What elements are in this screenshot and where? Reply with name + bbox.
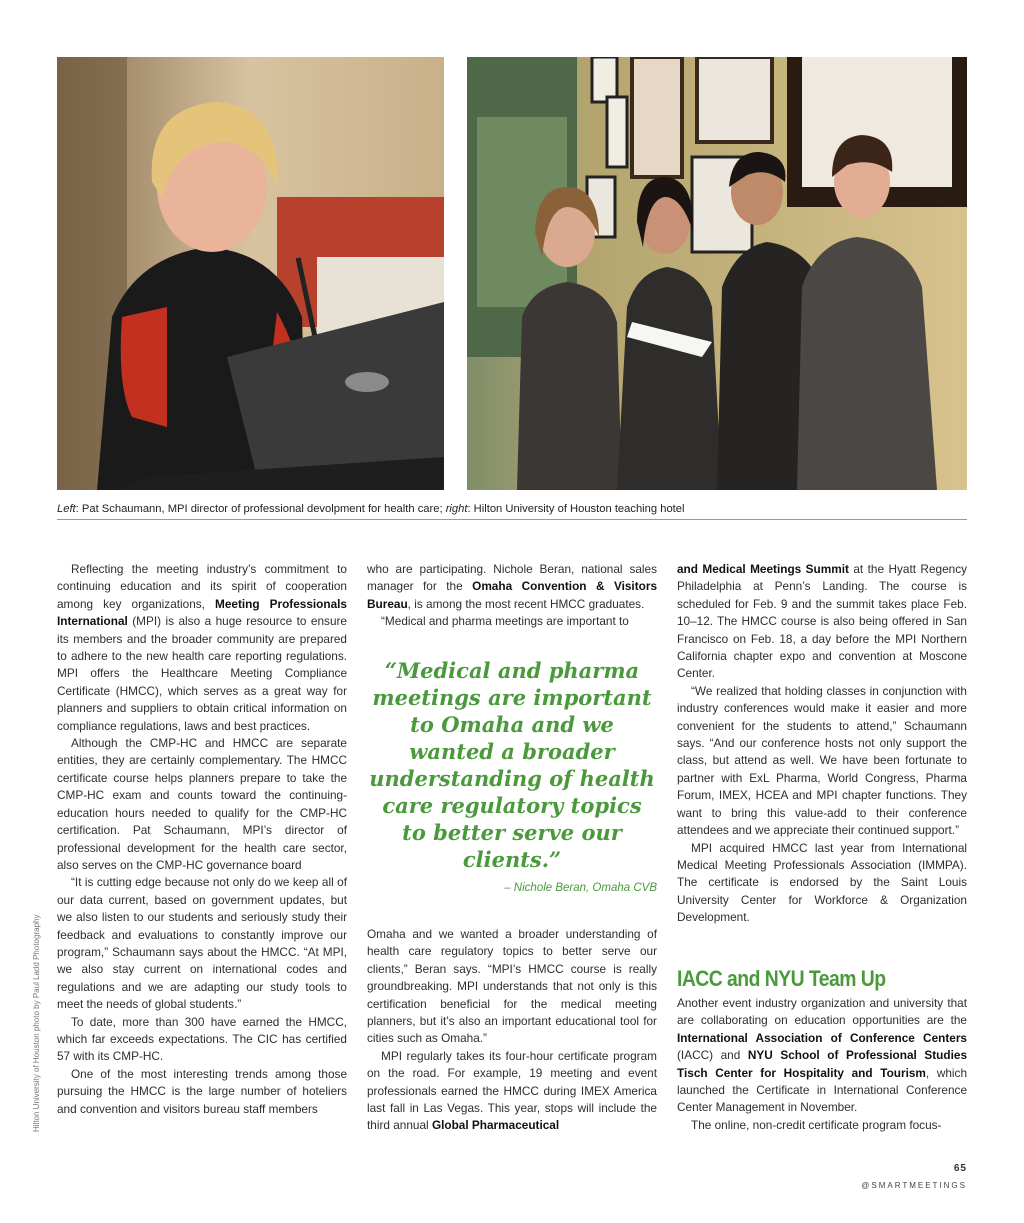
pull-quote-attribution: – Nichole Beran, Omaha CVB [504, 882, 657, 894]
page-number: 65 [953, 1163, 967, 1174]
section-heading: IACC and NYU Team Up [677, 966, 886, 991]
pull-quote: “Medical and pharma meetings are important to Omaha and we wanted a broader understanding of health care regulatory topics to better serve our clients.” [369, 658, 655, 872]
caption-right-text: : Hilton University of Houston teaching hotel [467, 503, 685, 515]
paragraph [367, 1048, 657, 1135]
text-run: (IACC) and [677, 1048, 748, 1063]
caption-left-label: Left [57, 503, 76, 515]
paragraph: “We realized that holding classes in conjunction with industry conferences would make it easier and more convenient for the students to attend,” Schaumann says. “And our conference hosts not only support the class, but attend as well. We have been fortunate to partner with ExL Pharma, World Congress, Pharma Forum, IMEX, HCEA and MPI chapter functions. They want to bring this value-add to their conference attendees and we appreciate their continued support.” [677, 683, 967, 838]
paragraph: One of the most interesting trends among those pursuing the HMCC is the large number of hoteliers and convention and visitors bureau staff members [57, 1066, 347, 1116]
photo-hotel-students [467, 57, 967, 490]
org-name-iacc: International Association of Conference Centers [677, 1030, 967, 1045]
text-run: at the Hyatt Regency Philadelphia at Penn’s Landing. The course is scheduled for Feb. 9 and the summit takes place Feb. 10–12. The HMCC course is also being offered in San Francisco on Feb. 18, a day before the MPI Northern California chapter expo and convention at Moscone Center. [677, 562, 967, 681]
text-run: who are participating. Nichole Beran, national sales manager for the [367, 562, 657, 594]
paragraph: Although the CMP-HC and HMCC are separate entities, they are certainly complementary. The HMCC certificate course helps planners prepare to take the CMP-HC exam and counts toward the continuing-education hours needed to qualify for the CMP-HC certification. Pat Schaumann, MPI’s director of professional development for the health care sector, also serves on the CMP-HC governance board [57, 736, 347, 872]
article-column-3-top [677, 561, 967, 927]
paragraph [57, 561, 347, 735]
social-handle: @SMARTMEETINGS [861, 1181, 967, 1190]
org-name-omaha-cvb: Omaha Convention & Visitors Bureau [367, 579, 657, 611]
paragraph [677, 561, 967, 683]
text-run: , is among the most recent HMCC graduates. [407, 596, 645, 611]
text-run: , which launched the Certificate in International Conference Center Management in November. [677, 1065, 967, 1115]
paragraph [677, 995, 967, 1117]
text-run: MPI regularly takes its four-hour certificate program on the road. For example, 19 meeting and event professionals earned the HMCC during IMEX America last fall in Las Vegas. This year, stops will include the third annual [367, 1048, 657, 1133]
org-name-nyu: NYU School of Professional Studies Tisch Center for Hospitality and Tourism [677, 1048, 967, 1080]
paragraph: The online, non-credit certificate program focus- [691, 1117, 942, 1132]
paragraph: To date, more than 300 have earned the HMCC, which far exceeds expectations. The CIC has certified 57 with its CMP-HC. [57, 1014, 347, 1064]
photo-speaker-at-laptop [57, 57, 444, 490]
org-name-mpi: Meeting Professionals International [57, 596, 347, 629]
caption-right-label: right [445, 503, 468, 515]
text-run: (MPI) is also a huge resource to ensure its members and the broader community are prepared to adhere to the new health care reporting regulations. MPI offers the Healthcare Meeting Compliance Certificate (HMCC), which serves as a great way for planners and suppliers to obtain critical information on compliance regulations, laws and best practices. [57, 614, 347, 733]
paragraph: Omaha and we wanted a broader understanding of health care regulatory topics to better serve our clients,” Beran says. “MPI’s HMCC course is really groundbreaking. MPI understands that not only is this certification beneficial for the medical meeting planners, but it’s also an important educational tool for cities such as Omaha.” [367, 927, 657, 1046]
event-name: and Medical Meetings Summit [677, 562, 849, 576]
article-column-2-top [367, 561, 657, 631]
text-run: Another event industry organization and university that are collaborating on education opportunities are the [677, 996, 967, 1028]
paragraph [367, 561, 657, 613]
caption-divider [57, 519, 967, 520]
article-column-3-bottom [677, 995, 967, 1134]
article-column-2-bottom [367, 926, 657, 1135]
text-run: Reflecting the meeting industry’s commitment to continuing education and its spirit of cooperation among key organizations, [57, 562, 347, 611]
paragraph: “It is cutting edge because not only do we keep all of our data current, based on government updates, but we also listen to our students and seriously study their feedback and evaluations to constantly improve our program,” Schaumann says about the HMCC. “At MPI, we also stay current on international codes and regulations and we are adapting our study tools to meet the needs of global students.” [57, 875, 347, 1012]
photo-credit: Hilton University of Houston photo by Paul Ladd Photography [32, 914, 41, 1132]
paragraph: MPI acquired HMCC last year from International Medical Meeting Professionals Association (IMMPA). The certificate is endorsed by the Saint Louis University Center for Workforce & Organization Development. [677, 840, 967, 925]
event-name: Global Pharmaceutical [431, 1118, 560, 1133]
caption-left-text: : Pat Schaumann, MPI director of professional devolpment for health care; [75, 503, 446, 515]
article-column-1 [57, 561, 347, 1118]
photo-caption [57, 502, 967, 517]
paragraph: “Medical and pharma meetings are important to [381, 614, 629, 629]
